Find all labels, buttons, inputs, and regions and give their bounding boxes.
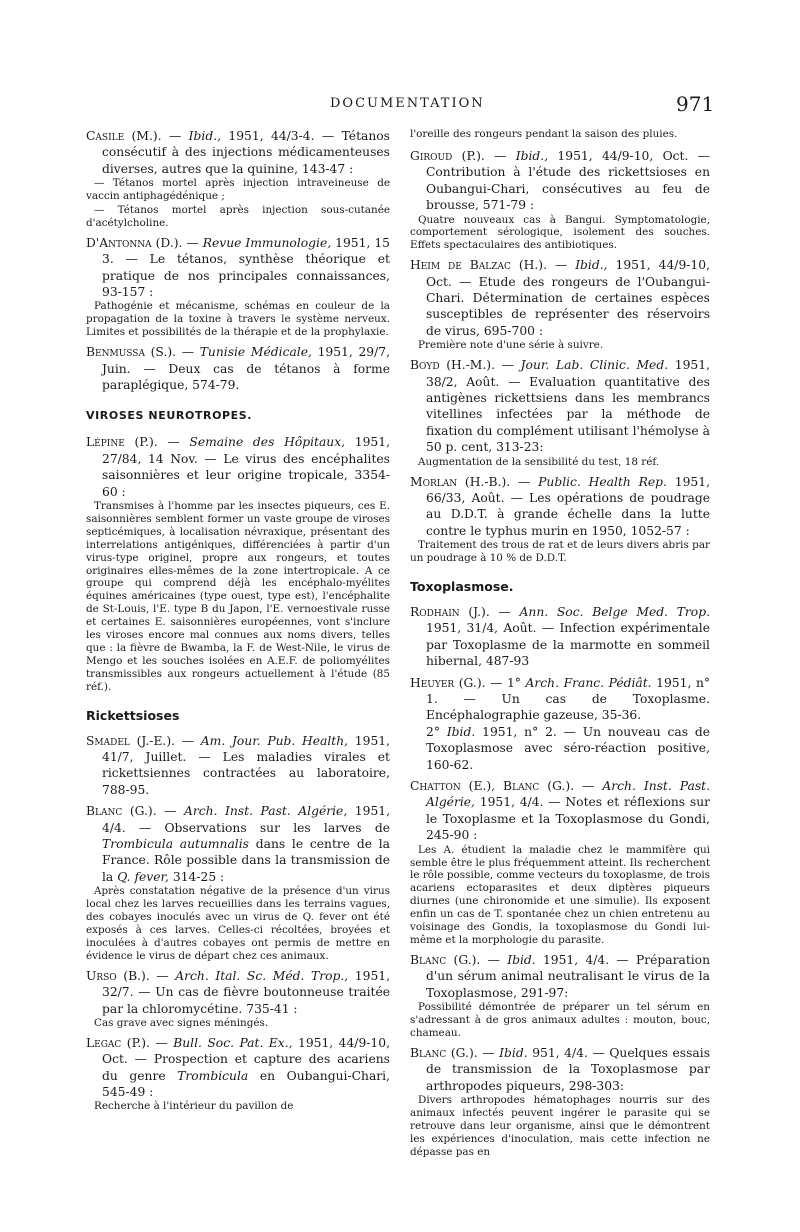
- citation: Heim de Balzac (H.). — Ibid., 1951, 44/9-10, Oct. — Etude des rongeurs de l'Oubangui-Chari. Détermination de certaines espèces susceptibles de représenter des réservoirs de virus, 695-700 :: [410, 258, 710, 338]
- annotation: Recherche à l'intérieur du pavillon de: [94, 1100, 294, 1113]
- bib-entry: [410, 952, 710, 1040]
- bib-entry: [410, 675, 710, 773]
- annotation: Quatre nouveaux cas à Bangui. Symptomatologie, comportement sérologique, isolement des souches. Effets spectaculaires des antibiotiques.: [410, 213, 710, 252]
- bib-entry: [86, 344, 390, 393]
- author: Legac (P.).: [86, 1035, 150, 1050]
- citation: Chatton (E.), Blanc (G.). — Arch. Inst. Past. Algérie, 1951, 4/4. — Notes et réflexions sur le Toxoplasme et la Toxoplasmose du Gondi, 245-90 :: [410, 779, 710, 843]
- annotation: — Tétanos mortel après injection intraveineuse de vaccin antiphagédénique ;: [86, 177, 390, 203]
- author: Benmussa (S.).: [86, 345, 177, 360]
- annotation: Traitement des trous de rat et de leurs divers abris par un poudrage à 10 % de D.D.T.: [410, 539, 710, 565]
- journal: Arch. Ital. Sc. Méd. Trop.,: [175, 968, 349, 983]
- bib-entry: [86, 434, 390, 693]
- journal: Ibid.: [499, 1045, 528, 1060]
- journal: Semaine des Hôpitaux,: [189, 435, 346, 450]
- bib-entry: [86, 235, 390, 339]
- species-name: Trombicula: [177, 1068, 249, 1083]
- page-number: 971: [676, 92, 715, 116]
- author: Casile (M.).: [86, 129, 162, 143]
- bib-entry: [86, 968, 390, 1030]
- annotation: Augmentation de la sensibilité du test, 18 réf.: [418, 455, 660, 468]
- bib-entry: [410, 357, 710, 468]
- annotation: Les A. étudient la maladie chez le mammifère qui semble être le plus fréquemment atteint. Ils recherchent le rôle possible, comme vecteurs du toxoplasme, de trois acariens ectoparasites et deux diptères piqueurs diurnes (une chironomide et une simulie). Ils exposent enfin un cas de T. spontanée chez un chien entretenu au voisinage des Gondis, la toxoplasmose du Gondi lui-même et la morphologie du parasite.: [410, 843, 710, 946]
- author: Blanc (G.).: [86, 804, 157, 819]
- citation: Blanc (G.). — Ibid. 951, 4/4. — Quelques essais de transmission de la Toxoplasmose par arthropodes piqueurs, 298-303:: [410, 1045, 711, 1093]
- citation: Casile (M.). — Ibid., 1951, 44/3-4. — Tétanos consécutif à des injections médicamenteuses diverses, autres que la quinine, 143-47 :: [86, 129, 390, 176]
- citation: Benmussa (S.). — Tunisie Médicale, 1951, 29/7, Juin. — Deux cas de tétanos à forme paraplégique, 574-79.: [86, 345, 390, 392]
- citation: Rodhain (J.). — Ann. Soc. Belge Med. Trop. 1951, 31/4, Août. — Infection expérimentale par Toxoplasme de la marmotte en sommeil hibernal, 487-93: [410, 604, 710, 669]
- species-name: Trombicula autumnalis: [102, 837, 249, 852]
- citation: Blanc (G.). — Arch. Inst. Past. Algérie, 1951, 4/4. — Observations sur les larves de Trombicula autumnalis dans le centre de la France. Rôle possible dans la transmission de la Q. fever, 314-25 :: [86, 804, 390, 884]
- author: Smadel (J.-E.).: [86, 733, 176, 748]
- journal: Ibid.,: [188, 129, 222, 143]
- journal: Ann. Soc. Belge Med. Trop.: [519, 604, 710, 619]
- citation: Legac (P.). — Bull. Soc. Pat. Ex., 1951, 44/9-10, Oct. — Prospection et capture des acariens du genre Trombicula en Oubangui-Chari, 545-49 :: [86, 1035, 390, 1100]
- author: Blanc (G.).: [410, 1045, 478, 1060]
- author: Chatton (E.), Blanc (G.).: [410, 779, 575, 794]
- author: Heim de Balzac (H.).: [410, 258, 547, 273]
- running-title: DOCUMENTATION: [330, 96, 485, 111]
- annotation-continued: l'oreille des rongeurs pendant la saison des pluies.: [410, 128, 678, 140]
- citation: D'Antonna (D.). — Revue Immunologie, 1951, 15 3. — Le tétanos, synthèse théorique et pratique de nos principales connaissances, 93-157 :: [86, 235, 390, 300]
- citation: Boyd (H.-M.). — Jour. Lab. Clinic. Med. 1951, 38/2, Août. — Evaluation quantitative des antigènes rickettsiens dans les membrancs vitellines infectées par la méthode de fixation du complément utilisant l'hémolyse à 50 p. cent, 313-23:: [410, 358, 710, 455]
- annotation: Cas grave avec signes méningés.: [94, 1016, 269, 1029]
- journal: Jour. Lab. Clinic. Med.: [520, 358, 669, 373]
- author: Blanc (G.).: [410, 952, 481, 967]
- bib-entry: [410, 778, 710, 947]
- citation: Blanc (G.). — Ibid. 1951, 4/4. — Préparation d'un sérum animal neutralisant le virus de la Toxoplasmose, 291-97:: [410, 952, 711, 1000]
- bib-entry: [410, 474, 710, 565]
- left-column: [86, 128, 390, 1118]
- author: Giroud (P.).: [410, 148, 485, 163]
- journal: Am. Jour. Pub. Health,: [200, 733, 349, 748]
- journal: Arch. Inst. Past. Algérie,: [184, 804, 348, 819]
- citation: Giroud (P.). — Ibid., 1951, 44/9-10, Oct. — Contribution à l'étude des rickettsioses en Oubangui-Chari, consécutives au feu de brousse, 571-79 :: [410, 148, 711, 213]
- citation: Morlan (H.-B.). — Public. Health Rep. 1951, 66/33, Août. — Les opérations de poudrage au D.D.T. à grande échelle dans la lutte contre le typhus murin en 1950, 1052-57 :: [410, 474, 710, 538]
- journal: Revue Immunologie,: [202, 235, 332, 250]
- author: Urso (B.).: [86, 968, 150, 983]
- author: D'Antonna (D.).: [86, 235, 183, 250]
- annotation: Pathogénie et mécanisme, schémas en couleur de la propagation de la toxine à travers le système nerveux. Limites et possibilités de la thérapie et de la prophylaxie.: [86, 300, 390, 339]
- journal: Ibid.: [446, 724, 476, 739]
- author: Rodhain (J.).: [410, 604, 490, 619]
- journal: Arch. Franc. Pédiât.: [525, 675, 652, 690]
- bib-entry: [86, 733, 390, 799]
- author: Boyd (H.-M.).: [410, 358, 496, 373]
- citation-part-2: 2° Ibid. 1951, n° 2. — Un nouveau cas de Toxoplasmose avec séro-réaction positive, 160-62.: [426, 724, 710, 772]
- species-name: Q. fever,: [117, 869, 169, 884]
- bib-entry: [86, 803, 390, 962]
- journal: Bull. Soc. Pat. Ex.,: [173, 1035, 293, 1050]
- journal: Ibid.,: [575, 258, 608, 273]
- journal: Ibid.: [507, 952, 536, 967]
- right-column: [410, 128, 710, 1164]
- annotation: Possibilité démontrée de préparer un tel sérum en s'adressant à de gros animaux adultes : mouton, bouc, chameau.: [410, 1001, 710, 1039]
- bib-entry: [410, 1045, 710, 1159]
- annotation: Transmises à l'homme par les insectes piqueurs, ces E. saisonnières semblent former un vaste groupe de viroses septicémiques, à localisation névraxique, présentant des interrelations antigéniques, différenciées à partir d'un virus-type originel, propre aux rongeurs, et toutes originaires elles-mêmes de la zone intertropicale. A ce groupe qui comprend déjà les encéphalo-myélites équines américaines (type ouest, type est), l'encéphalite de St-Louis, l'E. type B du Japon, l'E. vernoestivale russe et certaines E. saisonnières européennes, vont s'inclure les viroses encore mal connues aux noms divers, telles que : la fièvre de Bwamba, la F. de West-Nile, le virus de Mengo et les souches isolées en A.E.F. de poliomyélites transmissibles aux rongeurs actuellement à l'étude (85 réf.).: [86, 500, 390, 693]
- annotation: Après constatation négative de la présence d'un virus local chez les larves recueillies dans les terrains vagues, des cobayes inoculés avec un virus de Q. fever ont été exposés à ces larves. Celles-ci récoltées, broyées et inoculées à d'autres cobayes ont permis de mettre en évidence le virus de départ chez ces animaux.: [86, 885, 390, 962]
- author: Lépine (P.).: [86, 435, 158, 450]
- journal: Tunisie Médicale,: [199, 345, 312, 360]
- author: Morlan (H.-B.).: [410, 474, 511, 489]
- annotation: Première note d'une série à suivre.: [418, 339, 604, 352]
- section-heading: Toxoplasmose.: [410, 578, 514, 594]
- bib-entry: [410, 257, 710, 352]
- journal: Arch. Inst. Past. Algérie,: [426, 779, 710, 810]
- bib-entry: [410, 604, 710, 670]
- citation: Lépine (P.). — Semaine des Hôpitaux, 1951, 27/84, 14 Nov. — Le virus des encéphalites saisonnières et leur origine tropicale, 3354-60 :: [86, 435, 390, 499]
- citation: Heuyer (G.). — 1° Arch. Franc. Pédiât. 1951, n° 1. — Un cas de Toxoplasme. Encéphalographie gazeuse, 35-36.: [410, 675, 711, 723]
- annotation: — Tétanos mortel après injection sous-cutanée d'acétylcholine.: [86, 204, 390, 229]
- citation: Smadel (J.-E.). — Am. Jour. Pub. Health, 1951, 41/7, Juillet. — Les maladies virales et rickettsiennes contractées au laboratoire, 788-95.: [86, 733, 390, 797]
- citation: Urso (B.). — Arch. Ital. Sc. Méd. Trop., 1951, 32/7. — Un cas de fièvre boutonneuse traitée par la chloromycétine. 735-41 :: [86, 968, 390, 1016]
- running-head: [0, 92, 800, 120]
- journal: Ibid.,: [515, 148, 549, 163]
- section-heading: Rickettsioses: [86, 707, 180, 723]
- journal: Public. Health Rep.: [538, 474, 667, 489]
- annotation: Divers arthropodes hématophages nourris sur des animaux infectés peuvent ingérer le parasite qui se retrouve dans leur organisme, ainsi que le démontrent les expériences d'inoculation, mais cette infection ne dépasse pas en: [410, 1094, 710, 1158]
- section-heading: VIROSES NEUROTROPES.: [86, 409, 253, 423]
- bib-entry: [86, 1035, 390, 1114]
- bib-entry: [86, 128, 390, 230]
- bib-entry: [410, 148, 710, 252]
- author: Heuyer (G.).: [410, 675, 486, 690]
